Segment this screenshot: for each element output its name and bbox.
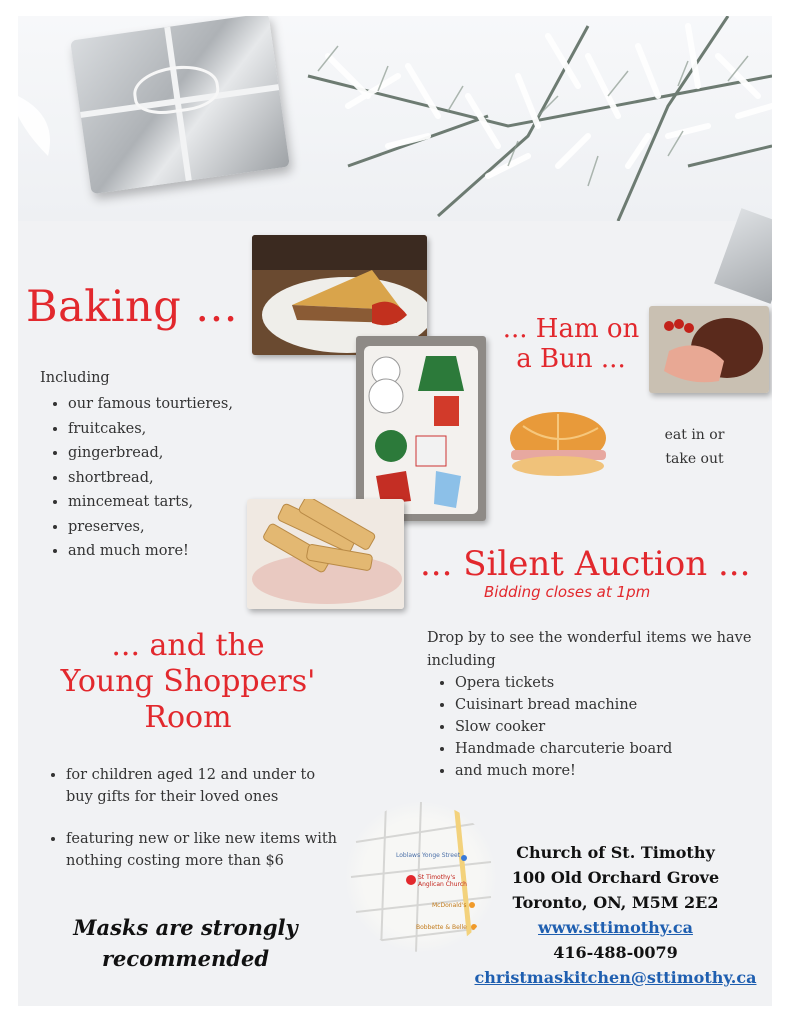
snowy-pine-branch-icon (288, 16, 772, 221)
baking-intro: Including (40, 370, 110, 386)
baking-list (40, 392, 233, 564)
ham-title (496, 314, 646, 374)
ham-title-line1: ... Ham on (502, 314, 640, 344)
flyer-page (18, 16, 772, 1006)
list-item-line2: nothing costing more than $6 (66, 853, 284, 869)
list-item: • shortbread, (68, 466, 233, 491)
ham-note-line2: take out (665, 451, 724, 467)
list-item-line2: buy gifts for their loved ones (66, 789, 279, 805)
ham-photo (649, 306, 769, 393)
shortbread-photo (247, 499, 404, 609)
list-item: • and much more! (68, 539, 233, 564)
map-pin-icon (406, 875, 416, 885)
map-label-loblaws: Loblaws Yonge Street (396, 852, 460, 859)
list-item (66, 764, 366, 808)
shoppers-list (38, 764, 366, 872)
shoppers-title (38, 628, 338, 736)
list-item: • Handmade charcuterie board (455, 738, 672, 760)
shoppers-title-line2: Young Shoppers' (60, 664, 316, 699)
contact-block (473, 840, 758, 990)
ham-bun-photo (503, 406, 613, 481)
ham-title-line2: a Bun ... (516, 344, 626, 374)
list-item: • gingerbread, (68, 441, 233, 466)
snowflake-feather-icon (18, 86, 63, 156)
list-item: • Slow cooker (455, 716, 672, 738)
gift-box-icon (70, 16, 290, 194)
masks-line2: recommended (101, 946, 269, 971)
map-label-church-line1: St Timothy's (418, 874, 456, 881)
ham-note-line1: eat in or (664, 427, 725, 443)
map-label-church-line2: Anglican Church (418, 881, 467, 888)
list-item: • fruitcakes, (68, 417, 233, 442)
gift-box-edge-icon (714, 208, 772, 304)
baking-title: Baking ... (26, 282, 238, 332)
list-item: • Opera tickets (455, 672, 672, 694)
list-item (66, 828, 366, 872)
phone-number: 416-488-0079 (553, 943, 678, 962)
shoppers-title-line1: ... and the (111, 628, 265, 663)
ham-note (652, 423, 737, 471)
map-label-church (418, 874, 467, 888)
address-line2: Toronto, ON, M5M 2E2 (512, 893, 719, 912)
auction-subtitle: Bidding closes at 1pm (484, 583, 651, 601)
list-item-line1: featuring new or like new items with (66, 831, 338, 847)
shopping-pin-icon (461, 855, 467, 861)
church-name: Church of St. Timothy (516, 843, 715, 862)
website-link[interactable]: www.sttimothy.ca (538, 918, 693, 937)
list-item: • our famous tourtieres, (68, 392, 233, 417)
auction-intro-line1: Drop by to see the wonderful items we have (427, 630, 752, 646)
map-label-bobbette: Bobbette & Belle (416, 924, 467, 931)
masks-line1: Masks are strongly (73, 915, 298, 940)
list-item: • preserves, (68, 515, 233, 540)
list-item: • mincemeat tarts, (68, 490, 233, 515)
masks-notice (58, 912, 313, 974)
list-item: • Cuisinart bread machine (455, 694, 672, 716)
list-item-line1: for children aged 12 and under to (66, 767, 316, 783)
address-line1: 100 Old Orchard Grove (511, 868, 720, 887)
auction-intro-line2: including (427, 653, 496, 669)
gingerbread-cookies-photo (356, 336, 486, 521)
list-item: • and much more! (455, 760, 672, 782)
auction-intro (427, 627, 751, 673)
shoppers-title-line3: Room (144, 700, 232, 735)
map-label-mcdonalds: McDonald's (432, 902, 467, 909)
auction-title: ... Silent Auction ... (420, 544, 751, 584)
email-link[interactable]: christmaskitchen@sttimothy.ca (474, 968, 757, 987)
auction-list (427, 672, 672, 782)
